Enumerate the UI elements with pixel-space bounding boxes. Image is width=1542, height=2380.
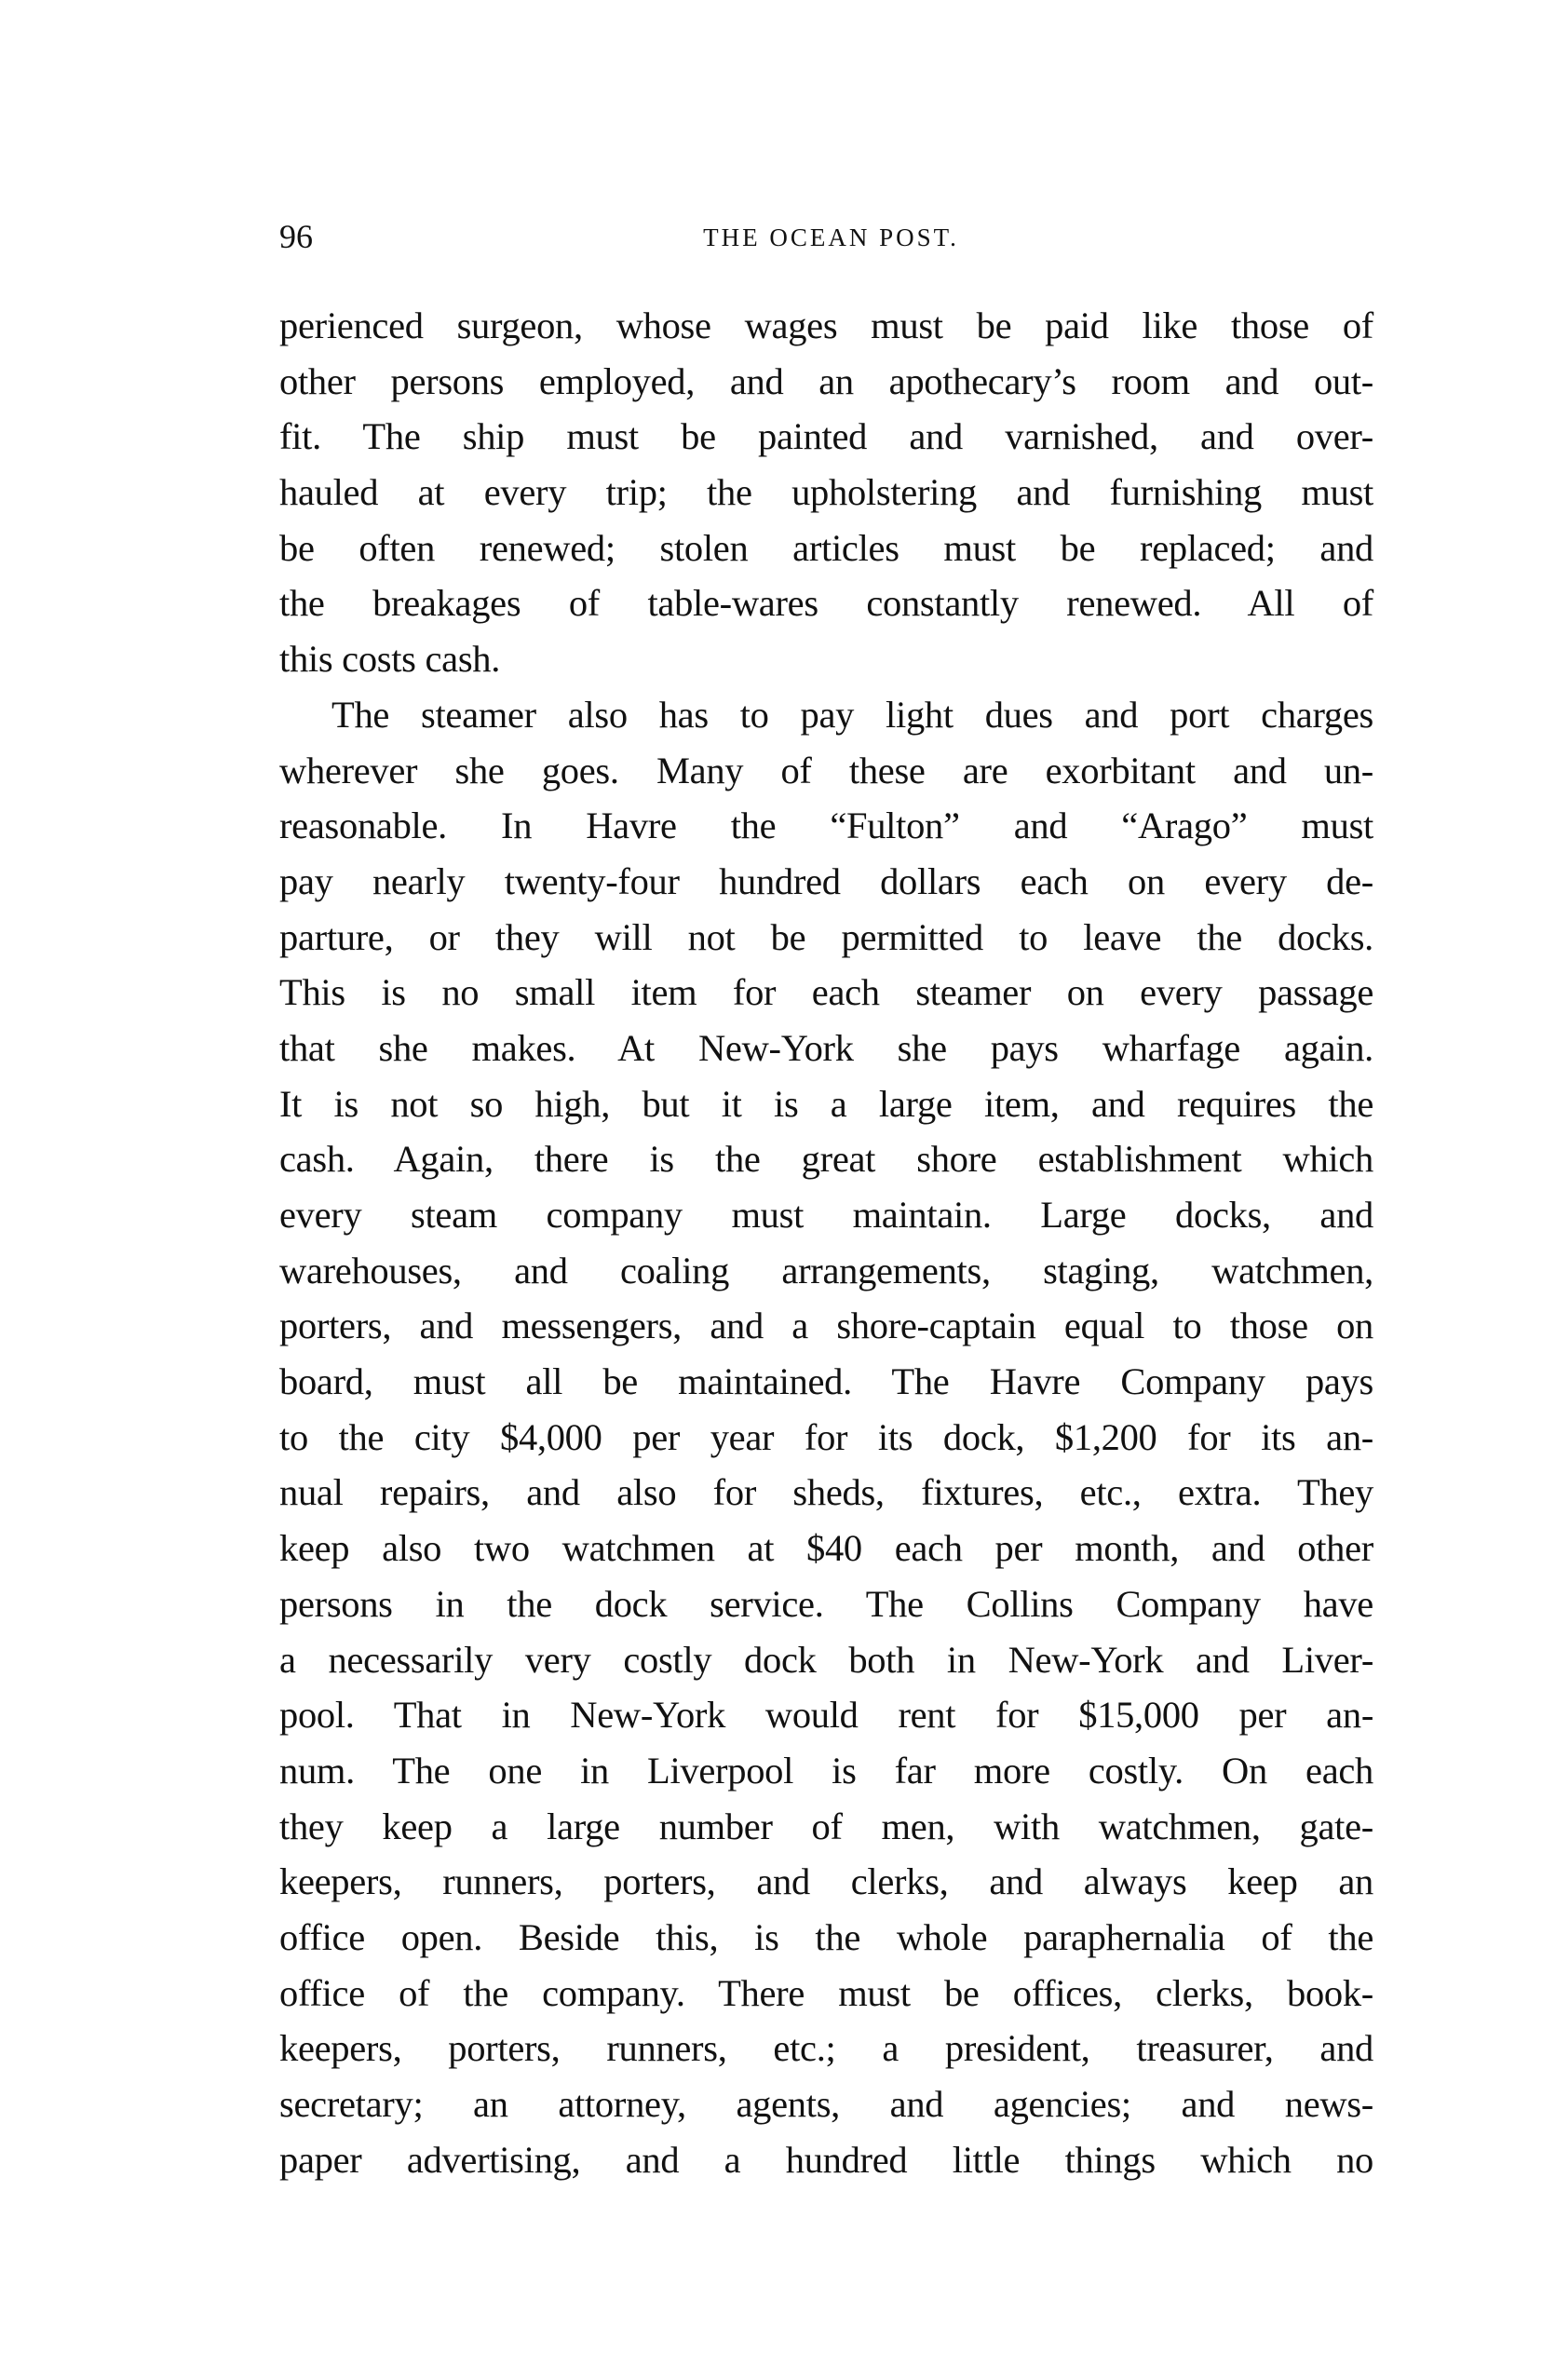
text-line: keepers, runners, porters, and clerks, and always keep an [279, 1860, 1373, 1903]
text-line: hauled at every trip; the upholstering and furnishing must [279, 471, 1373, 514]
body-text [279, 298, 1373, 2187]
text-line: nual repairs, and also for sheds, fixtures, etc., extra. They [279, 1471, 1373, 1514]
text-line: parture, or they will not be permitted to leave the docks. [279, 915, 1373, 958]
text-line: that she makes. At New-York she pays wharfage again. [279, 1026, 1373, 1069]
running-head [279, 216, 1373, 257]
text-line: warehouses, and coaling arrangements, staging, watchmen, [279, 1249, 1373, 1291]
text-line: pool. That in New-York would rent for $15,000 per an- [279, 1694, 1373, 1737]
running-title: THE OCEAN POST. [703, 223, 959, 251]
text-line: The steamer also has to pay light dues and port charges [331, 693, 1373, 736]
text-line: num. The one in Liverpool is far more costly. On each [279, 1749, 1373, 1792]
text-line: secretary; an attorney, agents, and agencies; and news- [279, 2083, 1373, 2125]
text-line: this costs cash. [279, 638, 501, 681]
text-line: persons in the dock service. The Collins Company have [279, 1582, 1373, 1625]
text-line: a necessarily very costly dock both in New-York and Liver- [279, 1638, 1373, 1681]
text-line: This is no small item for each steamer on every passage [279, 971, 1373, 1014]
text-line: office of the company. There must be offices, clerks, book- [279, 1971, 1373, 2014]
text-line: reasonable. In Havre the “Fulton” and “Arago” must [279, 805, 1373, 847]
text-line: to the city $4,000 per year for its dock, $1,200 for its an- [279, 1415, 1373, 1458]
text-line: other persons employed, and an apothecary’s room and out- [279, 359, 1373, 402]
paragraph-1 [279, 298, 1373, 687]
text-line: paper advertising, and a hundred little things which no [279, 2138, 1373, 2181]
text-line: the breakages of table-wares constantly renewed. All of [279, 582, 1373, 625]
text-line: pay nearly twenty-four hundred dollars each on every de- [279, 859, 1373, 902]
text-line: office open. Beside this, is the whole paraphernalia of the [279, 1915, 1373, 1958]
text-line: board, must all be maintained. The Havre Company pays [279, 1360, 1373, 1403]
text-line: keepers, porters, runners, etc.; a president, treasurer, and [279, 2027, 1373, 2070]
text-line: cash. Again, there is the great shore establishment which [279, 1138, 1373, 1181]
text-line: fit. The ship must be painted and varnished, and over- [279, 415, 1373, 458]
paragraph-2 [279, 687, 1373, 2188]
text-line: wherever she goes. Many of these are exorbitant and un- [279, 749, 1373, 791]
page-number: 96 [279, 218, 313, 255]
text-line: they keep a large number of men, with watchmen, gate- [279, 1805, 1373, 1847]
text-line: every steam company must maintain. Large docks, and [279, 1194, 1373, 1236]
text-line: It is not so high, but it is a large item, and requires the [279, 1082, 1373, 1125]
text-line: be often renewed; stolen articles must be replaced; and [279, 526, 1373, 569]
text-line: keep also two watchmen at $40 each per month, and other [279, 1527, 1373, 1570]
text-line: porters, and messengers, and a shore-captain equal to those on [279, 1305, 1373, 1347]
text-line: perienced surgeon, whose wages must be paid like those of [279, 304, 1373, 346]
